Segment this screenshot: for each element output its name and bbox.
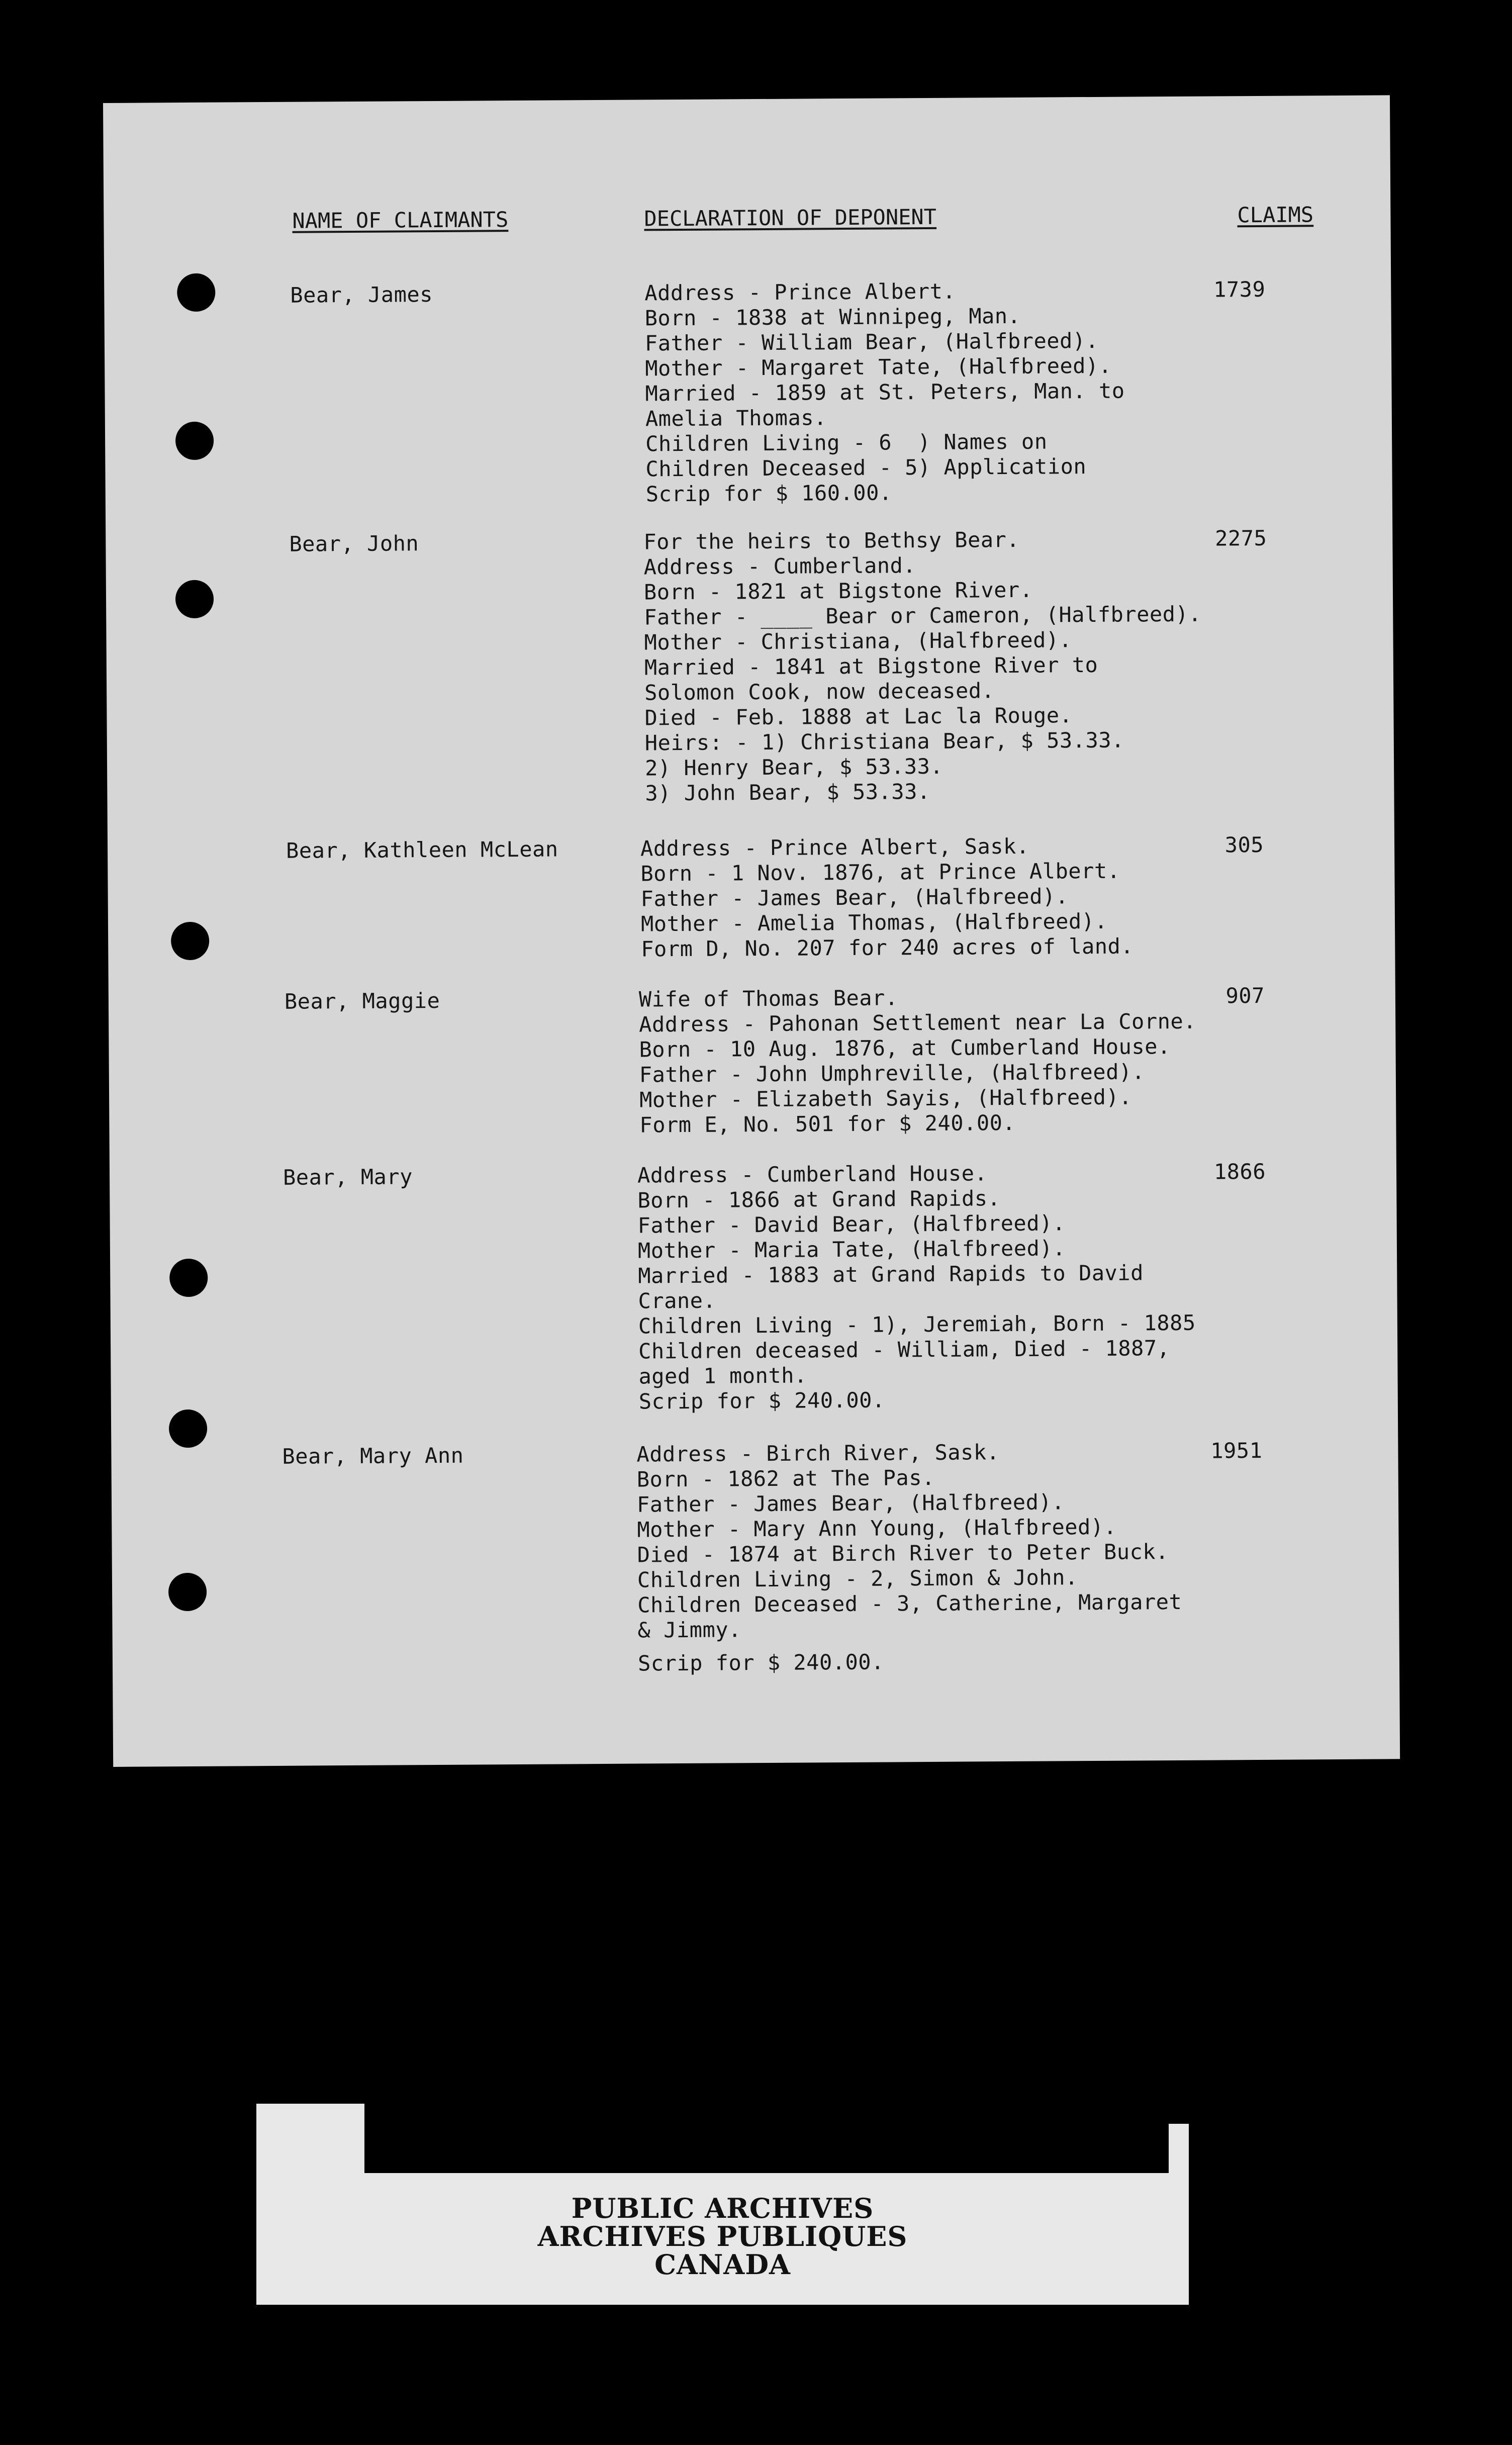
declaration-line: Scrip for $ 160.00. [645,480,892,507]
declaration-line: Children deceased - William, Died - 1887, [638,1336,1170,1364]
declaration-line: Children Living - 2, Simon & John. [637,1565,1078,1592]
declaration-line: Scrip for $ 240.00. [638,1387,885,1414]
claimant-entry [108,831,1394,962]
declaration-line: Children Living - 6 ) Names on [645,429,1048,456]
declaration-line: Form D, No. 207 for 240 acres of land. [641,933,1134,962]
declaration-line: Children Living - 1), Jeremiah, Born - 1885 [638,1310,1196,1339]
archives-stamp [256,2104,1189,2305]
declaration-line: For the heirs to Bethsy Bear. [643,527,1020,554]
declaration-line: Address - Cumberland House. [637,1161,988,1188]
declaration-line: Address - Birch River, Sask. [636,1440,1000,1467]
declaration-line: Born - 1866 at Grand Rapids. [637,1186,1001,1213]
declaration-line: Address - Prince Albert. [644,278,956,306]
declaration-line: Children Deceased - 3, Catherine, Margaret [637,1589,1182,1618]
stamp-line-archives-publiques: ARCHIVES PUBLIQUES [537,2220,908,2252]
claim-number: 1739 [1213,276,1266,302]
claimant-entry [110,1158,1396,1414]
header-declaration-of-deponent: DECLARATION OF DEPONENT [644,204,937,231]
punch-hole [175,580,214,618]
declaration-line: Solomon Cook, now deceased. [644,678,995,705]
declaration-line: Married - 1883 at Grand Rapids to David [638,1260,1144,1288]
declaration-line: Heirs: - 1) Christiana Bear, $ 53.33. [644,727,1125,756]
claimant-entry [109,982,1395,1138]
stamp-line-public-archives: PUBLIC ARCHIVES [571,2192,874,2224]
declaration-line: Mother - Mary Ann Young, (Halfbreed). [637,1514,1117,1542]
declaration-line: 2) Henry Bear, $ 53.33. [644,754,943,781]
declaration-line: Wife of Thomas Bear. [638,985,898,1012]
declaration-line: Born - 10 Aug. 1876, at Cumberland House. [639,1034,1171,1062]
punch-hole [169,1409,207,1448]
claimant-name: Bear, Maggie [284,988,440,1014]
declaration-line: Father - David Bear, (Halfbreed). [637,1210,1066,1238]
declaration-line: Married - 1859 at St. Peters, Man. to [645,378,1125,406]
declaration-line: Mother - Maria Tate, (Halfbreed). [637,1236,1066,1263]
declaration-line: Mother - Christiana, (Halfbreed). [644,627,1072,655]
claimant-entry [106,525,1392,806]
punch-hole [171,922,209,960]
declaration-line: Born - 1821 at Bigstone River. [643,577,1033,605]
declaration-line: Children Deceased - 5) Application [645,454,1087,482]
declaration-line: Father - John Umphreville, (Halfbreed). [639,1059,1145,1087]
declaration-line: Died - 1874 at Birch River to Peter Buck. [637,1539,1169,1567]
punch-hole [175,422,214,460]
declaration-line: Mother - Elizabeth Sayis, (Halfbreed). [639,1084,1132,1112]
claimant-entry [104,276,1391,507]
declaration-line: Married - 1841 at Bigstone River to [644,652,1098,680]
stamp-text [256,2194,1189,2279]
declaration-line: Born - 1 Nov. 1876, at Prince Albert. [640,858,1120,886]
claimant-name: Bear, John [289,531,419,556]
declaration-line: Mother - Margaret Tate, (Halfbreed). [645,353,1112,381]
declaration-line: Died - Feb. 1888 at Lac la Rouge. [644,703,1073,730]
punch-hole [169,1259,208,1297]
declaration-line: Scrip for $ 240.00. [637,1649,885,1676]
header-claims: CLAIMS [1237,202,1314,228]
declaration-line: Born - 1838 at Winnipeg, Man. [644,303,1021,331]
punch-hole [168,1573,207,1611]
claimant-name: Bear, Mary Ann [282,1443,464,1469]
declaration-line: Amelia Thomas. [645,405,827,431]
claimant-name: Bear, Kathleen McLean [286,836,558,863]
declaration-line: Born - 1862 at The Pas. [636,1465,935,1492]
declaration-line: Address - Prince Albert, Sask. [640,833,1029,861]
declaration-line: & Jimmy. [637,1617,742,1643]
claimant-entry [111,1437,1398,1676]
declaration-line: Father - James Bear, (Halfbreed). [636,1489,1065,1517]
stamp-notch [364,2104,1169,2173]
stamp-line-canada: CANADA [654,2248,791,2281]
declaration-line: Address - Pahonan Settlement near La Corne. [639,1008,1197,1037]
declaration-line: Father - William Bear, (Halfbreed). [644,328,1099,356]
document-page [103,95,1400,1767]
declaration-line: Form E, No. 501 for $ 240.00. [639,1110,1016,1138]
claimant-name: Bear, James [290,282,433,308]
claim-number: 2275 [1215,525,1267,551]
declaration-line: 3) John Bear, $ 53.33. [645,779,930,806]
claim-number: 1866 [1213,1159,1266,1184]
declaration-line: Address - Cumberland. [643,553,916,580]
claimant-name: Bear, Mary [282,1164,413,1190]
punch-hole [177,273,215,312]
stamp-notch [1169,2104,1189,2124]
declaration-line: Father - James Bear, (Halfbreed). [640,884,1069,911]
declaration-line: Crane. [638,1288,716,1313]
declaration-line: Mother - Amelia Thomas, (Halfbreed). [640,908,1108,936]
claim-number: 1951 [1210,1438,1263,1463]
claim-number: 907 [1225,983,1265,1008]
declaration-line: Father - ____ Bear or Cameron, (Halfbreed). [644,601,1202,630]
header-name-of-claimants: NAME OF CLAIMANTS [292,207,509,233]
declaration-line: aged 1 month. [638,1363,807,1389]
claim-number: 305 [1224,832,1264,858]
